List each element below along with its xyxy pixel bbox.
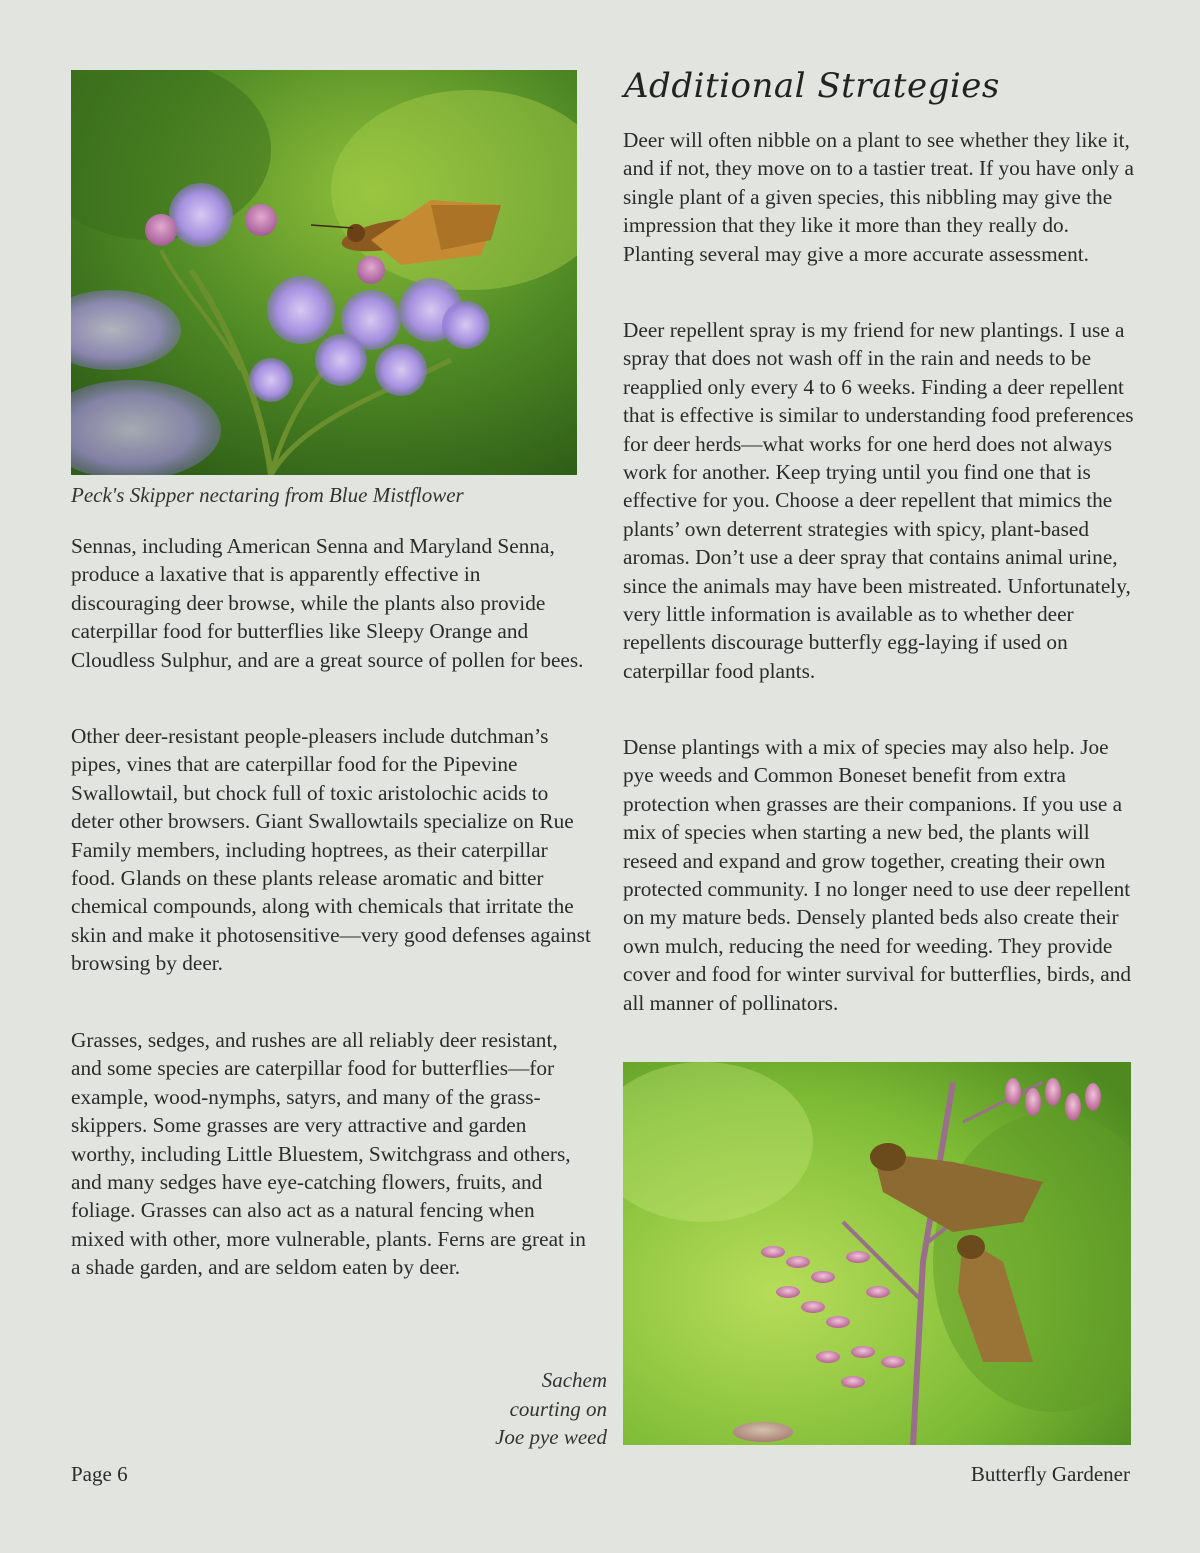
bottom-caption-line-1: Sachem [541, 1368, 607, 1392]
bottom-caption-line-2: courting on [509, 1396, 607, 1421]
section-heading: Additional Strategies [624, 66, 1000, 106]
right-paragraph-dense-plantings: Dense plantings with a mix of species may also help. Joe pye weeds and Common Boneset benefit from extra protection when grasses are their companions. If you use a mix of species when starting a new bed, the plants will reseed and expand and grow together, creating their own protected community. I no longer need to use deer repellent on my mature beds. Densely planted beds also create their own mulch, reducing the need for weeding. They provide cover and food for winter survival for butterflies, birds, and all manner of pollinators. [623, 735, 1132, 1015]
left-paragraph-sennas: Sennas, including American Senna and Maryland Senna, produce a laxative that is apparently effective in discouraging deer browse, while the plants also provide caterpillar food for butterflies like Sleepy Orange and Cloudless Sulphur, and are a great source of pollen for bees. [71, 534, 584, 672]
left-paragraph-pipes: Other deer-resistant people-pleasers include dutchman’s pipes, vines that are caterpillar food for the Pipevine Swallowtail, but chock full of toxic aristolochic acids to deter other browsers. Giant Swallowtails specialize on Rue Family members, including hoptrees, as their caterpillar food. Glands on these plants release aromatic and bitter chemical compounds, along with chemicals that irritate the skin and make it photosensitive—very good defenses against browsing by deer. [71, 724, 591, 976]
left-paragraph-grasses: Grasses, sedges, and rushes are all reliably deer resistant, and some species are caterpillar food for butterflies—for example, wood-nymphs, satyrs, and many of the grass-skippers. Some grasses are very attractive and garden worthy, including Little Bluestem, Switchgrass and others, and many sedges have eye-catching flowers, fruits, and foliage. Grasses can also act as a natural fencing when mixed with other, more vulnerable, plants. Ferns are great in a shade garden, and are seldom eaten by deer. [71, 1028, 586, 1280]
bottom-caption-line-3: Joe pye weed [495, 1425, 607, 1449]
page-number: Page 6 [71, 1462, 128, 1486]
skipper-mistflower-photo [71, 70, 577, 475]
sachem-joe-pye-photo [623, 1062, 1131, 1445]
bottom-photo-caption [440, 1366, 607, 1452]
top-photo-caption: Peck's Skipper nectaring from Blue Mistflower [71, 483, 464, 507]
right-paragraph-nibble: Deer will often nibble on a plant to see whether they like it, and if not, they move on to a tastier treat. If you have only a single plant of a given species, this nibbling may give the impression that they like it more than they really do. Planting several may give a more accurate assessment. [623, 128, 1134, 266]
publication-name: Butterfly Gardener [970, 1462, 1130, 1486]
right-paragraph-repellent: Deer repellent spray is my friend for new plantings. I use a spray that does not wash off in the rain and needs to be reapplied only every 4 to 6 weeks. Finding a deer repellent that is effective is similar to understanding food preferences for deer herds—what works for one herd does not always work for another. Keep trying until you find one that is effective for you. Choose a deer repellent that mimics the plants’ own deterrent strategies with spicy, plant-based aromas. Don’t use a deer spray that contains animal urine, since the animals may have been mistreated. Unfortunately, very little information is available as to whether deer repellents discourage butterfly egg-laying if used on caterpillar food plants. [623, 318, 1134, 683]
